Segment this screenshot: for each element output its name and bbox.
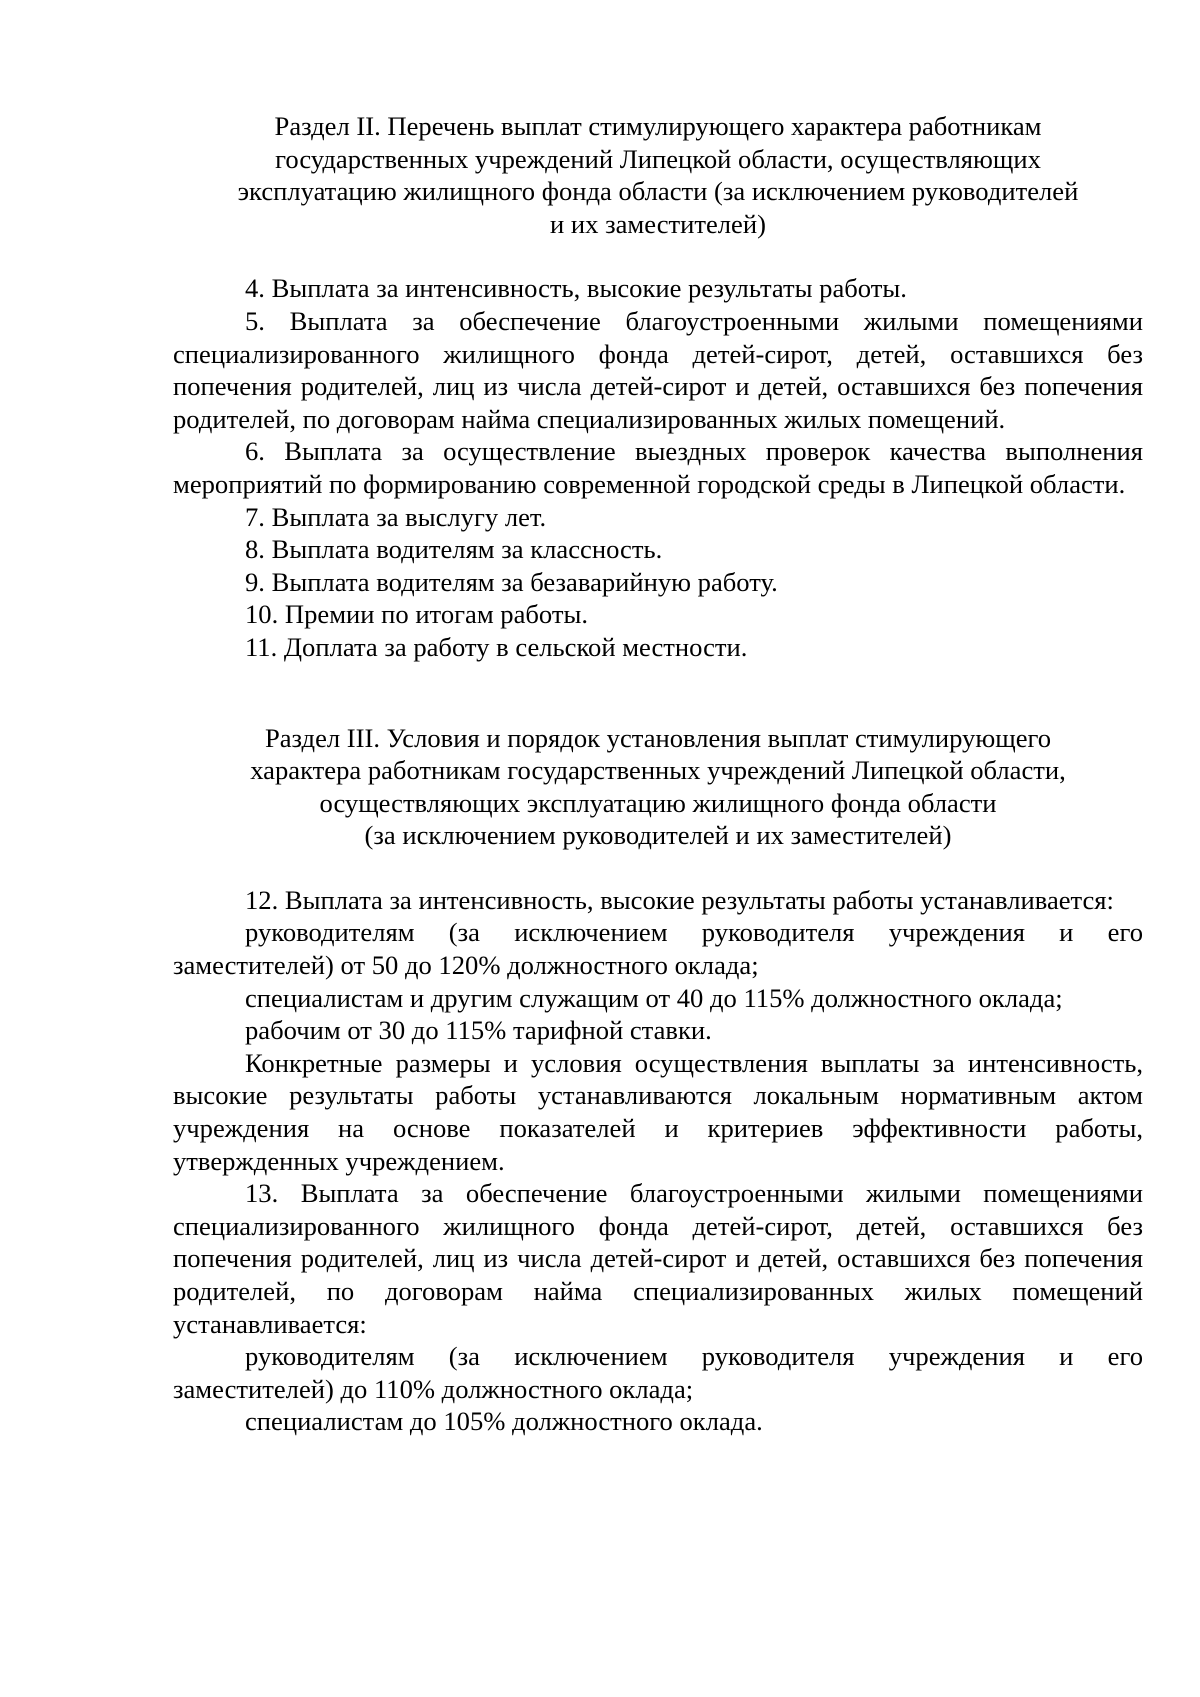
item-12-specialists: специалистам и другим служащим от 40 до 115% должностного оклада; [245,982,1063,1013]
item-13-managers: руководителям (за исключением руководителя учреждения и его заместителей) до 110% должностного оклада; [173,1341,1143,1404]
heading-line: (за исключением руководителей и их заместителей) [364,820,952,851]
heading-line: эксплуатацию жилищного фонда области (за исключением руководителей [237,176,1079,207]
heading-line: и их заместителей) [550,208,766,239]
heading-line: характера работникам государственных учреждений Липецкой области, [250,755,1066,786]
item-13: 13. Выплата за обеспечение благоустроенными жилыми помещениями специализированного жилищного фонда детей-сирот, детей, оставшихся без попечения родителей, лиц из числа детей-сирот и детей, оставшихся без попечения родителей, по договорам найма специализированных жилых помещений устанавливается: [173,1178,1143,1339]
document-page [173,110,1143,1438]
section-2-heading [173,110,1143,240]
section-3-heading [173,722,1143,852]
item-9: 9. Выплата водителям за безаварийную работу. [245,566,778,597]
item-12-workers: рабочим от 30 до 115% тарифной ставки. [245,1015,712,1046]
item-8: 8. Выплата водителям за классность. [245,534,663,565]
item-6: 6. Выплата за осуществление выездных проверок качества выполнения мероприятий по формированию современной городской среды в Липецкой области. [173,436,1143,499]
item-7: 7. Выплата за выслугу лет. [245,501,547,532]
item-11: 11. Доплата за работу в сельской местности. [245,631,748,662]
item-13-specialists: специалистам до 105% должностного оклада. [245,1406,763,1437]
heading-line: Раздел II. Перечень выплат стимулирующего характера работникам [274,111,1042,141]
heading-line: Раздел III. Условия и порядок установления выплат стимулирующего [264,722,1052,753]
item-12-managers: руководителям (за исключением руководителя учреждения и его заместителей) от 50 до 120% должностного оклада; [173,917,1143,981]
heading-line: государственных учреждений Липецкой области, осуществляющих [275,143,1041,174]
item-12: 12. Выплата за интенсивность, высокие результаты работы устанавливается: [245,884,1114,915]
item-5: 5. Выплата за обеспечение благоустроенными жилыми помещениями специализированного жилищного фонда детей-сирот, детей, оставшихся без попечения родителей, лиц из числа детей-сирот и детей, оставшихся без попечения родителей, по договорам найма специализированных жилых помещений. [173,305,1143,434]
heading-line: осуществляющих эксплуатацию жилищного фонда области [319,787,997,818]
item-12-specific: Конкретные размеры и условия осуществления выплаты за интенсивность, высокие результаты работы устанавливаются локальным нормативным актом учреждения на основе показателей и критериев эффективности работы, утвержденных учреждением. [173,1047,1143,1176]
item-4: 4. Выплата за интенсивность, высокие результаты работы. [245,273,907,304]
item-10: 10. Премии по итогам работы. [245,599,589,630]
